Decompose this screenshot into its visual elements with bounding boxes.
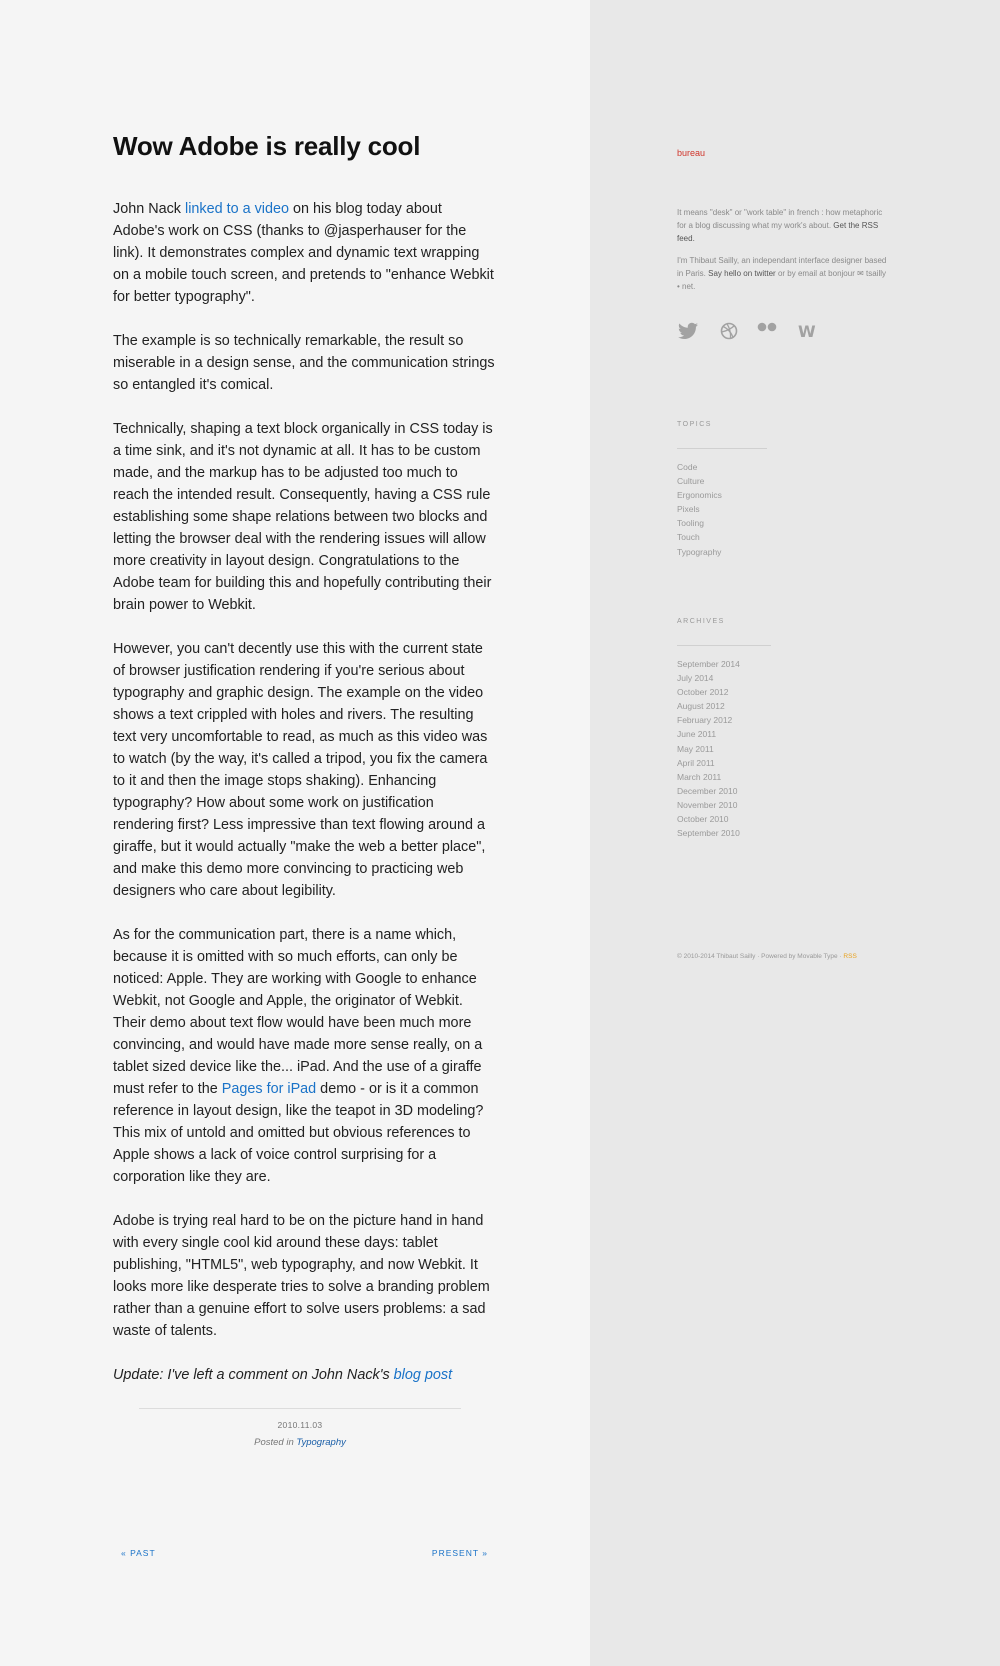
archive-item [677, 713, 740, 727]
archive-item [677, 770, 740, 784]
social-icons [677, 322, 827, 342]
archives-title: ARCHIVES [677, 618, 725, 625]
pages-for-ipad-link[interactable]: Pages for iPad [221, 1081, 317, 1097]
twitter-hello-link[interactable]: Say hello on twitter [708, 269, 776, 278]
about-author-email: or by email at bonjour ✉ tsailly • net. [677, 269, 887, 291]
archive-item [677, 727, 740, 741]
archive-link[interactable]: June 2011 [677, 729, 717, 740]
post-body [113, 198, 495, 1386]
post-paragraph-5 [113, 924, 495, 1188]
topic-item [677, 545, 722, 559]
paragraph-5-text-start: As for the communication part, there is a name which, because it is omitted with so much efforts, can only be noticed: Apple. They are working with Google to enhance Webkit, not Google and Apple, the originator of Webkit. Their demo about text flow would have been much more convincing, and would have made more sense really, on a tablet sized device like the... iPad. And the use of a giraffe must refer to the [113, 927, 483, 1097]
topic-link[interactable]: Tooling [677, 518, 704, 529]
topic-item [677, 488, 722, 502]
flickr-icon[interactable] [757, 322, 777, 332]
post-paragraph-1 [113, 198, 495, 308]
archive-link[interactable]: November 2010 [677, 799, 738, 810]
paragraph-5-text-end: demo - or is it a common reference in layout design, like the teapot in 3D modeling? This mix of untold and omitted but obvious references to Apple shows a lack of voice control surprising for a corporation like they are. [113, 1081, 484, 1185]
archive-item [677, 742, 740, 756]
post-category [139, 1437, 461, 1449]
blog-post-link[interactable]: blog post [393, 1367, 453, 1383]
posted-in-label: Posted in [254, 1437, 294, 1448]
archive-link[interactable]: August 2012 [677, 701, 725, 712]
paragraph-1-text-end: on his blog today about Adobe's work on CSS (thanks to @jasperhauser for the link). It demonstrates complex and dynamic text wrapping on a mobile touch screen, and pretends to "enhance Webkit for better typography". [113, 201, 494, 305]
category-link[interactable]: Typography [296, 1437, 346, 1448]
post-title: Wow Adobe is really cool [113, 131, 421, 161]
topic-link[interactable]: Culture [677, 476, 705, 487]
topic-item [677, 530, 722, 544]
archive-link[interactable]: April 2011 [677, 757, 715, 768]
rss-feed-link[interactable]: Get the RSS feed. [677, 221, 879, 243]
archive-link[interactable]: July 2014 [677, 673, 714, 684]
about-meaning-text: It means "desk" or "work table" in french : how metaphoric for a blog discussing what my work's about. [677, 208, 883, 230]
post-update-note [113, 1364, 495, 1386]
archive-link[interactable]: December 2010 [677, 785, 738, 796]
post-article [113, 128, 495, 1449]
archives-list [677, 657, 740, 840]
archive-item [677, 826, 740, 840]
topic-item [677, 516, 722, 530]
topic-link[interactable]: Ergonomics [677, 490, 722, 501]
update-text: Update: I've left a comment on John Nack's [113, 1367, 394, 1383]
present-link[interactable]: PRESENT » [431, 1548, 488, 1558]
footer [677, 950, 857, 963]
topic-item [677, 460, 722, 474]
archives-divider [677, 645, 771, 646]
w-icon[interactable]: W [798, 322, 816, 341]
post-date: 2010.11.03 [277, 1420, 323, 1430]
post-paragraph-6: Adobe is trying real hard to be on the picture hand in hand with every single cool kid around these days: tablet publishing, "HTML5", web typography, and now Webkit. It looks more like desperate tries to solve a branding problem rather than a genuine effort to solve users problems: a sad waste of talents. [113, 1213, 490, 1339]
archive-link[interactable]: October 2010 [677, 814, 729, 825]
topic-item [677, 474, 722, 488]
topic-link[interactable]: Typography [677, 546, 722, 557]
dribbble-icon[interactable] [720, 322, 738, 340]
archive-item [677, 756, 740, 770]
about-section [677, 206, 887, 302]
footer-copyright: © 2010-2014 Thibaut Sailly · Powered by Movable Type · [677, 953, 844, 960]
paragraph-1-text-start: John Nack [113, 201, 185, 217]
archive-item [677, 784, 740, 798]
post-meta [139, 1408, 461, 1449]
topic-link[interactable]: Code [677, 462, 698, 472]
archive-link[interactable]: September 2014 [677, 659, 740, 669]
archive-link[interactable]: March 2011 [677, 771, 722, 782]
site-name-link[interactable]: bureau [677, 148, 706, 158]
topic-link[interactable]: Pixels [677, 504, 700, 515]
archive-link[interactable]: October 2012 [677, 687, 729, 698]
archive-item [677, 657, 740, 671]
archive-item [677, 798, 740, 812]
about-meaning [677, 206, 887, 245]
topic-link[interactable]: Touch [677, 532, 700, 543]
archive-item [677, 671, 740, 685]
archive-item [677, 685, 740, 699]
past-link[interactable]: « PAST [121, 1548, 156, 1558]
topic-item [677, 502, 722, 516]
post-paragraph-4: However, you can't decently use this with the current state of browser justification rendering if you're serious about typography and graphic design. The example on the video shows a text crippled with holes and rivers. The resulting text very uncomfortable to read, as much as this video was to watch (by the way, it's called a tripod, you fix the camera to it and then the image stops shaking). Enhancing typography? How about some work on justification rendering first? Less impressive than text flowing around a giraffe, but it would actually "make the web a better place", and make this demo more convincing to practicing web designers who care about legibility. [113, 641, 488, 899]
archive-item [677, 812, 740, 826]
video-link[interactable]: linked to a video [185, 201, 290, 217]
footer-rss-link[interactable]: RSS [843, 953, 857, 960]
archive-link[interactable]: September 2010 [677, 828, 740, 839]
archive-link[interactable]: May 2011 [677, 743, 714, 754]
topics-divider [677, 448, 767, 449]
archive-link[interactable]: February 2012 [677, 715, 733, 726]
twitter-icon[interactable] [678, 322, 698, 340]
post-paragraph-2: The example is so technically remarkable, the result so miserable in a design sense, and the communication strings so entangled it's comical. [113, 333, 495, 393]
post-paragraph-3: Technically, shaping a text block organically in CSS today is a time sink, and it's not dynamic at all. It has to be custom made, and the markup has to be adjusted too much to reach the intended result. Consequently, having a CSS rule establishing some shape relations between two blocks and letting the browser deal with the rendering issues will allow more creativity in layout design. Congratulations to the Adobe team for building this and hopefully contributing their brain power to Webkit. [113, 421, 493, 613]
archive-item [677, 699, 740, 713]
about-author [677, 254, 887, 293]
topics-title: TOPICS [677, 421, 712, 428]
topics-list [677, 460, 722, 559]
about-author-text: I'm Thibaut Sailly, an independant interface designer based in Paris. [677, 256, 887, 278]
